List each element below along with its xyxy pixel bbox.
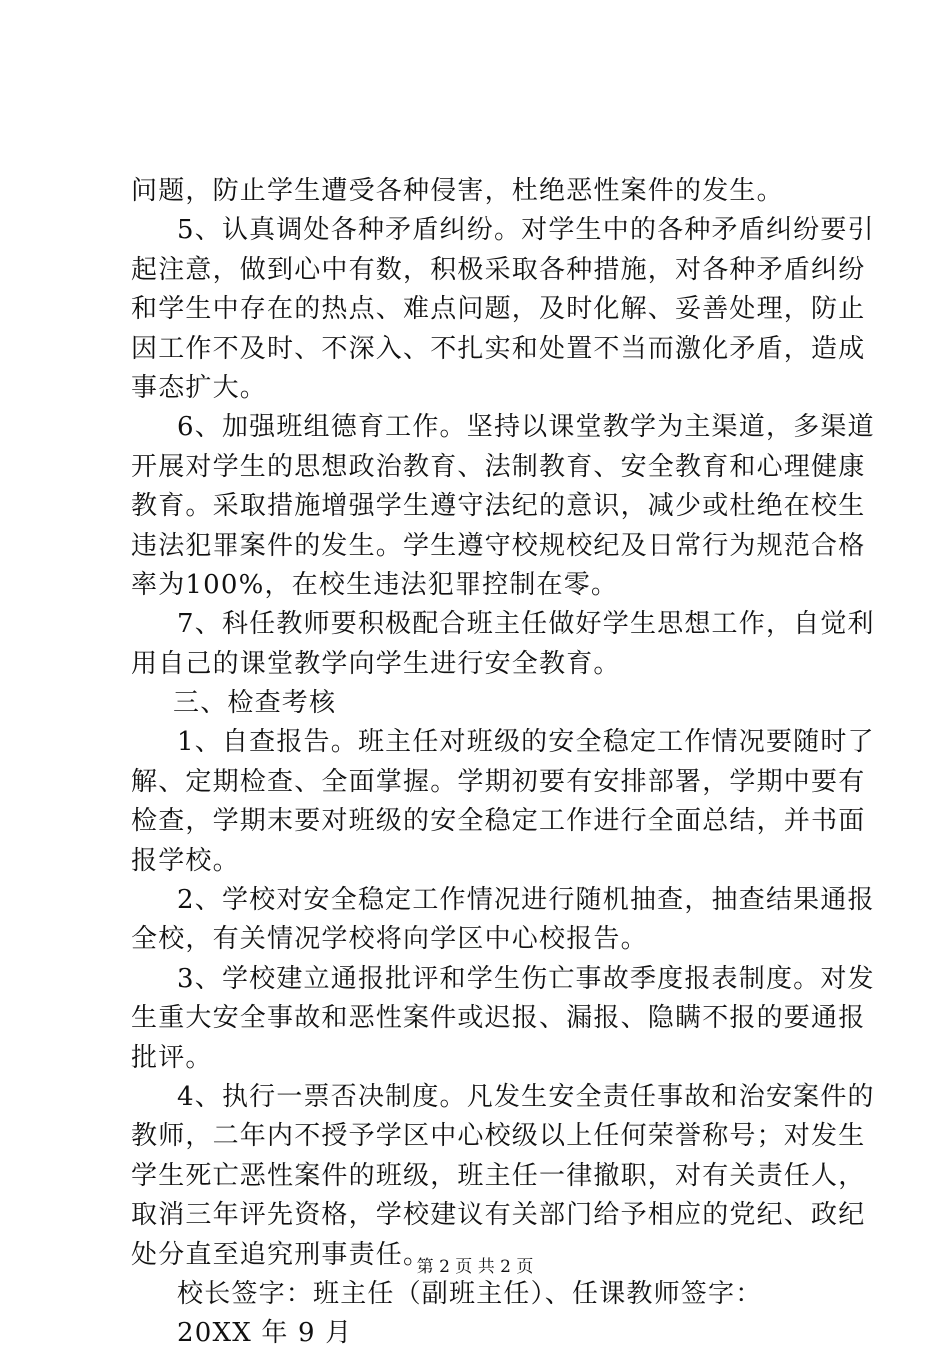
page-number-footer: 第 2 页 共 2 页 <box>416 1257 534 1277</box>
text-line: 2、学校对安全稳定工作情况进行随机抽查，抽查结果通报 <box>177 885 875 916</box>
text-line: 报学校。 <box>131 845 240 876</box>
signature-line: 校长签字：班主任（副班主任）、任课教师签字： <box>177 1278 763 1309</box>
text-line: 7、科任教师要积极配合班主任做好学生思想工作，自觉利 <box>177 609 875 640</box>
text-line: 用自己的课堂教学向学生进行安全教育。 <box>131 648 621 679</box>
text-line: 起注意，做到心中有数，积极采取各种措施，对各种矛盾纠纷 <box>131 254 866 285</box>
text-line: 开展对学生的思想政治教育、法制教育、安全教育和心理健康 <box>131 451 866 482</box>
text-line: 3、学校建立通报批评和学生伤亡事故季度报表制度。对发 <box>177 963 875 994</box>
text-line: 学生死亡恶性案件的班级，班主任一律撤职，对有关责任人， <box>131 1160 866 1191</box>
section-heading: 三、检查考核 <box>173 688 337 719</box>
document-body <box>131 172 875 1354</box>
text-line: 事态扩大。 <box>131 372 268 403</box>
text-line: 批评。 <box>131 1042 213 1073</box>
text-line: 问题，防止学生遭受各种侵害，杜绝恶性案件的发生。 <box>131 176 784 206</box>
text-line: 违法犯罪案件的发生。学生遵守校规校纪及日常行为规范合格 <box>131 530 866 561</box>
text-line: 5、认真调处各种矛盾纠纷。对学生中的各种矛盾纠纷要引 <box>177 215 875 246</box>
text-line: 1、自查报告。班主任对班级的安全稳定工作情况要随时了 <box>177 727 875 758</box>
text-line: 取消三年评先资格，学校建议有关部门给予相应的党纪、政纪 <box>131 1200 866 1231</box>
text-line: 教育。采取措施增强学生遵守法纪的意识，减少或杜绝在校生 <box>131 491 866 522</box>
text-line: 生重大安全事故和恶性案件或迟报、漏报、隐瞒不报的要通报 <box>131 1003 866 1034</box>
text-line: 检查，学期末要对班级的安全稳定工作进行全面总结，并书面 <box>131 806 866 837</box>
text-line: 6、加强班组德育工作。坚持以课堂教学为主渠道，多渠道 <box>177 412 875 443</box>
text-line: 4、执行一票否决制度。凡发生安全责任事故和治安案件的 <box>177 1081 875 1112</box>
text-line: 全校，有关情况学校将向学区中心校报告。 <box>131 924 648 955</box>
text-line: 解、定期检查、全面掌握。学期初要有安排部署，学期中要有 <box>131 766 866 797</box>
text-line: 处分直至追究刑事责任。 <box>131 1239 431 1270</box>
text-line: 教师，二年内不授予学区中心校级以上任何荣誉称号；对发生 <box>131 1121 866 1152</box>
text-line: 和学生中存在的热点、难点问题，及时化解、妥善处理，防止 <box>131 294 866 325</box>
text-line: 率为100%，在校生违法犯罪控制在零。 <box>131 569 619 600</box>
text-line: 因工作不及时、不深入、不扎实和处置不当而激化矛盾，造成 <box>131 333 866 364</box>
date-line: 20XX 年 9 月 <box>177 1318 353 1349</box>
